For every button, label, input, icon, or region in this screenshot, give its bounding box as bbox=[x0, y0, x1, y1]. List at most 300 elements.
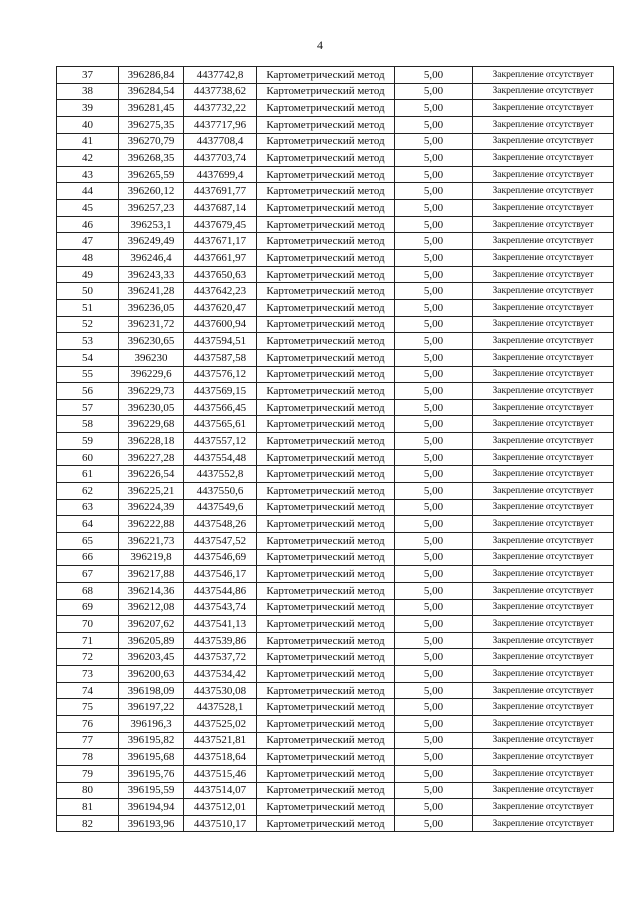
table-row bbox=[57, 749, 614, 766]
table-row bbox=[57, 566, 614, 583]
table-row bbox=[57, 150, 614, 167]
table-row bbox=[57, 483, 614, 500]
fixing-description-cell: Закрепление отсутствует bbox=[473, 483, 614, 500]
coordinates-table bbox=[56, 66, 614, 832]
y-coordinate-cell: 4437679,45 bbox=[184, 216, 257, 233]
fixing-description-cell: Закрепление отсутствует bbox=[473, 449, 614, 466]
table-row bbox=[57, 815, 614, 832]
accuracy-cell: 5,00 bbox=[395, 449, 473, 466]
accuracy-cell: 5,00 bbox=[395, 200, 473, 217]
y-coordinate-cell: 4437661,97 bbox=[184, 250, 257, 267]
accuracy-cell: 5,00 bbox=[395, 366, 473, 383]
fixing-description-cell: Закрепление отсутствует bbox=[473, 699, 614, 716]
method-cell: Картометрический метод bbox=[257, 699, 395, 716]
accuracy-cell: 5,00 bbox=[395, 67, 473, 84]
x-coordinate-cell: 396195,76 bbox=[119, 765, 184, 782]
point-number-cell: 59 bbox=[57, 433, 119, 450]
accuracy-cell: 5,00 bbox=[395, 150, 473, 167]
table-row bbox=[57, 100, 614, 117]
method-cell: Картометрический метод bbox=[257, 133, 395, 150]
x-coordinate-cell: 396230 bbox=[119, 349, 184, 366]
table-row bbox=[57, 599, 614, 616]
point-number-cell: 82 bbox=[57, 815, 119, 832]
y-coordinate-cell: 4437550,6 bbox=[184, 483, 257, 500]
accuracy-cell: 5,00 bbox=[395, 649, 473, 666]
method-cell: Картометрический метод bbox=[257, 283, 395, 300]
point-number-cell: 39 bbox=[57, 100, 119, 117]
fixing-description-cell: Закрепление отсутствует bbox=[473, 682, 614, 699]
x-coordinate-cell: 396260,12 bbox=[119, 183, 184, 200]
point-number-cell: 76 bbox=[57, 715, 119, 732]
accuracy-cell: 5,00 bbox=[395, 799, 473, 816]
fixing-description-cell: Закрепление отсутствует bbox=[473, 299, 614, 316]
y-coordinate-cell: 4437515,46 bbox=[184, 765, 257, 782]
y-coordinate-cell: 4437537,72 bbox=[184, 649, 257, 666]
point-number-cell: 40 bbox=[57, 116, 119, 133]
x-coordinate-cell: 396265,59 bbox=[119, 166, 184, 183]
point-number-cell: 46 bbox=[57, 216, 119, 233]
y-coordinate-cell: 4437546,17 bbox=[184, 566, 257, 583]
point-number-cell: 73 bbox=[57, 666, 119, 683]
method-cell: Картометрический метод bbox=[257, 116, 395, 133]
x-coordinate-cell: 396268,35 bbox=[119, 150, 184, 167]
y-coordinate-cell: 4437569,15 bbox=[184, 383, 257, 400]
fixing-description-cell: Закрепление отсутствует bbox=[473, 200, 614, 217]
y-coordinate-cell: 4437543,74 bbox=[184, 599, 257, 616]
point-number-cell: 47 bbox=[57, 233, 119, 250]
accuracy-cell: 5,00 bbox=[395, 383, 473, 400]
accuracy-cell: 5,00 bbox=[395, 316, 473, 333]
table-row bbox=[57, 699, 614, 716]
y-coordinate-cell: 4437600,94 bbox=[184, 316, 257, 333]
y-coordinate-cell: 4437548,26 bbox=[184, 516, 257, 533]
method-cell: Картометрический метод bbox=[257, 682, 395, 699]
accuracy-cell: 5,00 bbox=[395, 183, 473, 200]
y-coordinate-cell: 4437732,22 bbox=[184, 100, 257, 117]
accuracy-cell: 5,00 bbox=[395, 499, 473, 516]
x-coordinate-cell: 396194,94 bbox=[119, 799, 184, 816]
x-coordinate-cell: 396228,18 bbox=[119, 433, 184, 450]
y-coordinate-cell: 4437691,77 bbox=[184, 183, 257, 200]
point-number-cell: 81 bbox=[57, 799, 119, 816]
table-row bbox=[57, 116, 614, 133]
point-number-cell: 48 bbox=[57, 250, 119, 267]
y-coordinate-cell: 4437642,23 bbox=[184, 283, 257, 300]
point-number-cell: 67 bbox=[57, 566, 119, 583]
point-number-cell: 63 bbox=[57, 499, 119, 516]
point-number-cell: 80 bbox=[57, 782, 119, 799]
point-number-cell: 58 bbox=[57, 416, 119, 433]
fixing-description-cell: Закрепление отсутствует bbox=[473, 349, 614, 366]
point-number-cell: 55 bbox=[57, 366, 119, 383]
method-cell: Картометрический метод bbox=[257, 166, 395, 183]
method-cell: Картометрический метод bbox=[257, 749, 395, 766]
table-row bbox=[57, 399, 614, 416]
method-cell: Картометрический метод bbox=[257, 632, 395, 649]
fixing-description-cell: Закрепление отсутствует bbox=[473, 366, 614, 383]
accuracy-cell: 5,00 bbox=[395, 416, 473, 433]
fixing-description-cell: Закрепление отсутствует bbox=[473, 166, 614, 183]
method-cell: Картометрический метод bbox=[257, 516, 395, 533]
fixing-description-cell: Закрепление отсутствует bbox=[473, 582, 614, 599]
y-coordinate-cell: 4437742,8 bbox=[184, 67, 257, 84]
fixing-description-cell: Закрепление отсутствует bbox=[473, 532, 614, 549]
x-coordinate-cell: 396197,22 bbox=[119, 699, 184, 716]
method-cell: Картометрический метод bbox=[257, 416, 395, 433]
method-cell: Картометрический метод bbox=[257, 333, 395, 350]
fixing-description-cell: Закрепление отсутствует bbox=[473, 116, 614, 133]
table-row bbox=[57, 582, 614, 599]
method-cell: Картометрический метод bbox=[257, 532, 395, 549]
fixing-description-cell: Закрепление отсутствует bbox=[473, 749, 614, 766]
x-coordinate-cell: 396257,23 bbox=[119, 200, 184, 217]
accuracy-cell: 5,00 bbox=[395, 715, 473, 732]
table-row bbox=[57, 67, 614, 84]
x-coordinate-cell: 396236,05 bbox=[119, 299, 184, 316]
x-coordinate-cell: 396221,73 bbox=[119, 532, 184, 549]
x-coordinate-cell: 396200,63 bbox=[119, 666, 184, 683]
y-coordinate-cell: 4437546,69 bbox=[184, 549, 257, 566]
table-row bbox=[57, 233, 614, 250]
fixing-description-cell: Закрепление отсутствует bbox=[473, 599, 614, 616]
x-coordinate-cell: 396281,45 bbox=[119, 100, 184, 117]
point-number-cell: 71 bbox=[57, 632, 119, 649]
accuracy-cell: 5,00 bbox=[395, 299, 473, 316]
method-cell: Картометрический метод bbox=[257, 233, 395, 250]
fixing-description-cell: Закрепление отсутствует bbox=[473, 815, 614, 832]
method-cell: Картометрический метод bbox=[257, 549, 395, 566]
x-coordinate-cell: 396246,4 bbox=[119, 250, 184, 267]
table-row bbox=[57, 666, 614, 683]
table-row bbox=[57, 366, 614, 383]
method-cell: Картометрический метод bbox=[257, 299, 395, 316]
y-coordinate-cell: 4437514,07 bbox=[184, 782, 257, 799]
accuracy-cell: 5,00 bbox=[395, 283, 473, 300]
method-cell: Картометрический метод bbox=[257, 316, 395, 333]
page-number: 4 bbox=[317, 38, 323, 52]
fixing-description-cell: Закрепление отсутствует bbox=[473, 649, 614, 666]
fixing-description-cell: Закрепление отсутствует bbox=[473, 433, 614, 450]
table-row bbox=[57, 266, 614, 283]
method-cell: Картометрический метод bbox=[257, 83, 395, 100]
x-coordinate-cell: 396203,45 bbox=[119, 649, 184, 666]
accuracy-cell: 5,00 bbox=[395, 632, 473, 649]
accuracy-cell: 5,00 bbox=[395, 399, 473, 416]
table-row bbox=[57, 715, 614, 732]
y-coordinate-cell: 4437703,74 bbox=[184, 150, 257, 167]
table-row bbox=[57, 449, 614, 466]
x-coordinate-cell: 396286,84 bbox=[119, 67, 184, 84]
table-row bbox=[57, 433, 614, 450]
table-row bbox=[57, 532, 614, 549]
x-coordinate-cell: 396243,33 bbox=[119, 266, 184, 283]
y-coordinate-cell: 4437521,81 bbox=[184, 732, 257, 749]
x-coordinate-cell: 396231,72 bbox=[119, 316, 184, 333]
x-coordinate-cell: 396207,62 bbox=[119, 616, 184, 633]
fixing-description-cell: Закрепление отсутствует bbox=[473, 666, 614, 683]
y-coordinate-cell: 4437554,48 bbox=[184, 449, 257, 466]
fixing-description-cell: Закрепление отсутствует bbox=[473, 150, 614, 167]
table-row bbox=[57, 516, 614, 533]
fixing-description-cell: Закрепление отсутствует bbox=[473, 316, 614, 333]
accuracy-cell: 5,00 bbox=[395, 233, 473, 250]
x-coordinate-cell: 396275,35 bbox=[119, 116, 184, 133]
table-row bbox=[57, 616, 614, 633]
accuracy-cell: 5,00 bbox=[395, 532, 473, 549]
x-coordinate-cell: 396226,54 bbox=[119, 466, 184, 483]
fixing-description-cell: Закрепление отсутствует bbox=[473, 516, 614, 533]
fixing-description-cell: Закрепление отсутствует bbox=[473, 616, 614, 633]
method-cell: Картометрический метод bbox=[257, 433, 395, 450]
point-number-cell: 53 bbox=[57, 333, 119, 350]
method-cell: Картометрический метод bbox=[257, 366, 395, 383]
y-coordinate-cell: 4437650,63 bbox=[184, 266, 257, 283]
accuracy-cell: 5,00 bbox=[395, 483, 473, 500]
accuracy-cell: 5,00 bbox=[395, 266, 473, 283]
table-row bbox=[57, 349, 614, 366]
y-coordinate-cell: 4437541,13 bbox=[184, 616, 257, 633]
method-cell: Картометрический метод bbox=[257, 715, 395, 732]
point-number-cell: 45 bbox=[57, 200, 119, 217]
y-coordinate-cell: 4437552,8 bbox=[184, 466, 257, 483]
x-coordinate-cell: 396195,82 bbox=[119, 732, 184, 749]
fixing-description-cell: Закрепление отсутствует bbox=[473, 233, 614, 250]
method-cell: Картометрический метод bbox=[257, 782, 395, 799]
method-cell: Картометрический метод bbox=[257, 216, 395, 233]
fixing-description-cell: Закрепление отсутствует bbox=[473, 466, 614, 483]
table-row bbox=[57, 765, 614, 782]
method-cell: Картометрический метод bbox=[257, 599, 395, 616]
method-cell: Картометрический метод bbox=[257, 67, 395, 84]
x-coordinate-cell: 396224,39 bbox=[119, 499, 184, 516]
table-row bbox=[57, 200, 614, 217]
accuracy-cell: 5,00 bbox=[395, 349, 473, 366]
method-cell: Картометрический метод bbox=[257, 399, 395, 416]
x-coordinate-cell: 396198,09 bbox=[119, 682, 184, 699]
y-coordinate-cell: 4437620,47 bbox=[184, 299, 257, 316]
method-cell: Картометрический метод bbox=[257, 449, 395, 466]
method-cell: Картометрический метод bbox=[257, 183, 395, 200]
table-row bbox=[57, 283, 614, 300]
x-coordinate-cell: 396222,88 bbox=[119, 516, 184, 533]
method-cell: Картометрический метод bbox=[257, 483, 395, 500]
fixing-description-cell: Закрепление отсутствует bbox=[473, 632, 614, 649]
accuracy-cell: 5,00 bbox=[395, 732, 473, 749]
point-number-cell: 65 bbox=[57, 532, 119, 549]
accuracy-cell: 5,00 bbox=[395, 250, 473, 267]
table-row bbox=[57, 682, 614, 699]
table-row bbox=[57, 250, 614, 267]
accuracy-cell: 5,00 bbox=[395, 616, 473, 633]
point-number-cell: 79 bbox=[57, 765, 119, 782]
y-coordinate-cell: 4437549,6 bbox=[184, 499, 257, 516]
x-coordinate-cell: 396212,08 bbox=[119, 599, 184, 616]
accuracy-cell: 5,00 bbox=[395, 116, 473, 133]
coordinates-table-body bbox=[57, 67, 614, 832]
y-coordinate-cell: 4437525,02 bbox=[184, 715, 257, 732]
method-cell: Картометрический метод bbox=[257, 499, 395, 516]
method-cell: Картометрический метод bbox=[257, 349, 395, 366]
x-coordinate-cell: 396229,6 bbox=[119, 366, 184, 383]
point-number-cell: 64 bbox=[57, 516, 119, 533]
method-cell: Картометрический метод bbox=[257, 616, 395, 633]
method-cell: Картометрический метод bbox=[257, 250, 395, 267]
point-number-cell: 41 bbox=[57, 133, 119, 150]
method-cell: Картометрический метод bbox=[257, 200, 395, 217]
y-coordinate-cell: 4437565,61 bbox=[184, 416, 257, 433]
y-coordinate-cell: 4437530,08 bbox=[184, 682, 257, 699]
method-cell: Картометрический метод bbox=[257, 466, 395, 483]
y-coordinate-cell: 4437534,42 bbox=[184, 666, 257, 683]
x-coordinate-cell: 396229,73 bbox=[119, 383, 184, 400]
x-coordinate-cell: 396249,49 bbox=[119, 233, 184, 250]
x-coordinate-cell: 396205,89 bbox=[119, 632, 184, 649]
table-row bbox=[57, 466, 614, 483]
point-number-cell: 54 bbox=[57, 349, 119, 366]
method-cell: Картометрический метод bbox=[257, 765, 395, 782]
method-cell: Картометрический метод bbox=[257, 582, 395, 599]
accuracy-cell: 5,00 bbox=[395, 83, 473, 100]
accuracy-cell: 5,00 bbox=[395, 100, 473, 117]
accuracy-cell: 5,00 bbox=[395, 599, 473, 616]
x-coordinate-cell: 396217,88 bbox=[119, 566, 184, 583]
y-coordinate-cell: 4437539,86 bbox=[184, 632, 257, 649]
x-coordinate-cell: 396230,65 bbox=[119, 333, 184, 350]
fixing-description-cell: Закрепление отсутствует bbox=[473, 333, 614, 350]
point-number-cell: 51 bbox=[57, 299, 119, 316]
x-coordinate-cell: 396195,68 bbox=[119, 749, 184, 766]
y-coordinate-cell: 4437587,58 bbox=[184, 349, 257, 366]
y-coordinate-cell: 4437547,52 bbox=[184, 532, 257, 549]
table-row bbox=[57, 632, 614, 649]
table-row bbox=[57, 549, 614, 566]
fixing-description-cell: Закрепление отсутствует bbox=[473, 399, 614, 416]
y-coordinate-cell: 4437671,17 bbox=[184, 233, 257, 250]
x-coordinate-cell: 396196,3 bbox=[119, 715, 184, 732]
point-number-cell: 42 bbox=[57, 150, 119, 167]
y-coordinate-cell: 4437699,4 bbox=[184, 166, 257, 183]
method-cell: Картометрический метод bbox=[257, 649, 395, 666]
y-coordinate-cell: 4437566,45 bbox=[184, 399, 257, 416]
fixing-description-cell: Закрепление отсутствует bbox=[473, 133, 614, 150]
method-cell: Картометрический метод bbox=[257, 666, 395, 683]
fixing-description-cell: Закрепление отсутствует bbox=[473, 732, 614, 749]
x-coordinate-cell: 396230,05 bbox=[119, 399, 184, 416]
x-coordinate-cell: 396214,36 bbox=[119, 582, 184, 599]
point-number-cell: 56 bbox=[57, 383, 119, 400]
y-coordinate-cell: 4437738,62 bbox=[184, 83, 257, 100]
accuracy-cell: 5,00 bbox=[395, 216, 473, 233]
table-row bbox=[57, 649, 614, 666]
y-coordinate-cell: 4437512,01 bbox=[184, 799, 257, 816]
accuracy-cell: 5,00 bbox=[395, 566, 473, 583]
fixing-description-cell: Закрепление отсутствует bbox=[473, 283, 614, 300]
table-row bbox=[57, 299, 614, 316]
x-coordinate-cell: 396229,68 bbox=[119, 416, 184, 433]
point-number-cell: 44 bbox=[57, 183, 119, 200]
point-number-cell: 49 bbox=[57, 266, 119, 283]
fixing-description-cell: Закрепление отсутствует bbox=[473, 416, 614, 433]
fixing-description-cell: Закрепление отсутствует bbox=[473, 765, 614, 782]
y-coordinate-cell: 4437687,14 bbox=[184, 200, 257, 217]
table-row bbox=[57, 782, 614, 799]
table-row bbox=[57, 316, 614, 333]
fixing-description-cell: Закрепление отсутствует bbox=[473, 216, 614, 233]
point-number-cell: 43 bbox=[57, 166, 119, 183]
y-coordinate-cell: 4437518,64 bbox=[184, 749, 257, 766]
y-coordinate-cell: 4437528,1 bbox=[184, 699, 257, 716]
point-number-cell: 60 bbox=[57, 449, 119, 466]
fixing-description-cell: Закрепление отсутствует bbox=[473, 549, 614, 566]
point-number-cell: 69 bbox=[57, 599, 119, 616]
method-cell: Картометрический метод bbox=[257, 100, 395, 117]
table-row bbox=[57, 133, 614, 150]
accuracy-cell: 5,00 bbox=[395, 682, 473, 699]
point-number-cell: 78 bbox=[57, 749, 119, 766]
table-row bbox=[57, 416, 614, 433]
method-cell: Картометрический метод bbox=[257, 150, 395, 167]
x-coordinate-cell: 396195,59 bbox=[119, 782, 184, 799]
accuracy-cell: 5,00 bbox=[395, 666, 473, 683]
x-coordinate-cell: 396227,28 bbox=[119, 449, 184, 466]
accuracy-cell: 5,00 bbox=[395, 815, 473, 832]
fixing-description-cell: Закрепление отсутствует bbox=[473, 715, 614, 732]
fixing-description-cell: Закрепление отсутствует bbox=[473, 799, 614, 816]
point-number-cell: 37 bbox=[57, 67, 119, 84]
table-row bbox=[57, 83, 614, 100]
fixing-description-cell: Закрепление отсутствует bbox=[473, 266, 614, 283]
fixing-description-cell: Закрепление отсутствует bbox=[473, 566, 614, 583]
method-cell: Картометрический метод bbox=[257, 266, 395, 283]
accuracy-cell: 5,00 bbox=[395, 749, 473, 766]
point-number-cell: 38 bbox=[57, 83, 119, 100]
point-number-cell: 50 bbox=[57, 283, 119, 300]
fixing-description-cell: Закрепление отсутствует bbox=[473, 183, 614, 200]
accuracy-cell: 5,00 bbox=[395, 549, 473, 566]
fixing-description-cell: Закрепление отсутствует bbox=[473, 782, 614, 799]
table-row bbox=[57, 499, 614, 516]
accuracy-cell: 5,00 bbox=[395, 782, 473, 799]
y-coordinate-cell: 4437717,96 bbox=[184, 116, 257, 133]
x-coordinate-cell: 396241,28 bbox=[119, 283, 184, 300]
fixing-description-cell: Закрепление отсутствует bbox=[473, 100, 614, 117]
accuracy-cell: 5,00 bbox=[395, 516, 473, 533]
y-coordinate-cell: 4437557,12 bbox=[184, 433, 257, 450]
point-number-cell: 74 bbox=[57, 682, 119, 699]
accuracy-cell: 5,00 bbox=[395, 699, 473, 716]
y-coordinate-cell: 4437510,17 bbox=[184, 815, 257, 832]
accuracy-cell: 5,00 bbox=[395, 582, 473, 599]
fixing-description-cell: Закрепление отсутствует bbox=[473, 83, 614, 100]
fixing-description-cell: Закрепление отсутствует bbox=[473, 250, 614, 267]
accuracy-cell: 5,00 bbox=[395, 133, 473, 150]
table-row bbox=[57, 799, 614, 816]
table-row bbox=[57, 383, 614, 400]
accuracy-cell: 5,00 bbox=[395, 166, 473, 183]
point-number-cell: 66 bbox=[57, 549, 119, 566]
x-coordinate-cell: 396225,21 bbox=[119, 483, 184, 500]
y-coordinate-cell: 4437594,51 bbox=[184, 333, 257, 350]
point-number-cell: 62 bbox=[57, 483, 119, 500]
x-coordinate-cell: 396284,54 bbox=[119, 83, 184, 100]
table-row bbox=[57, 732, 614, 749]
y-coordinate-cell: 4437576,12 bbox=[184, 366, 257, 383]
point-number-cell: 75 bbox=[57, 699, 119, 716]
point-number-cell: 72 bbox=[57, 649, 119, 666]
accuracy-cell: 5,00 bbox=[395, 333, 473, 350]
method-cell: Картометрический метод bbox=[257, 383, 395, 400]
point-number-cell: 57 bbox=[57, 399, 119, 416]
